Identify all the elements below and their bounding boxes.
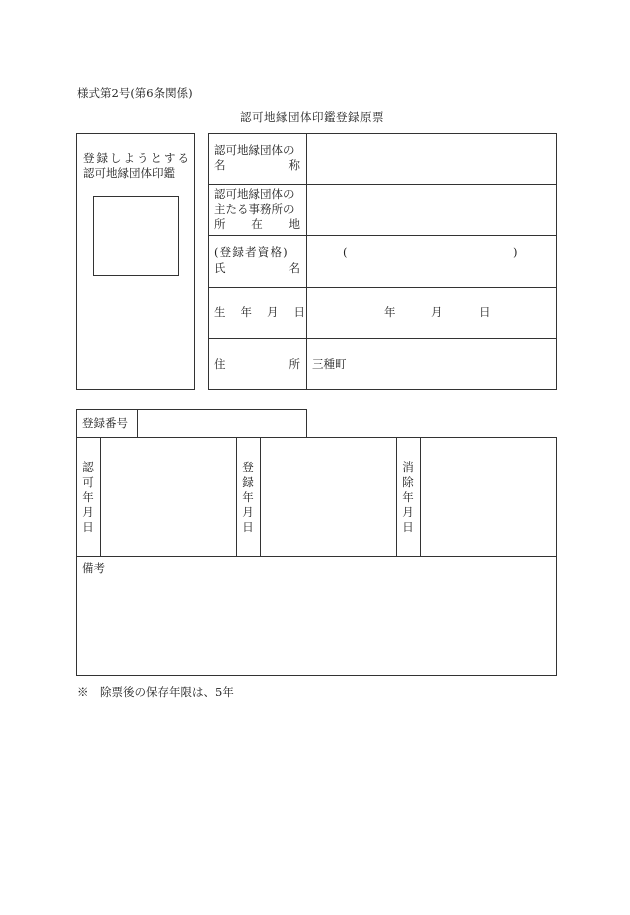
office-label-char-2: 在 [251, 217, 263, 231]
form-number: 様式第2号(第6条関係) [77, 86, 193, 100]
seal-label-line2: 認可地縁団体印鑑 [83, 166, 175, 180]
info-row-divider [208, 338, 557, 339]
office-label-char-3: 地 [288, 217, 300, 231]
qualification-field[interactable] [352, 245, 510, 260]
office-label-line1: 認可地縁団体の [214, 187, 295, 201]
registration-date-label: 登録年月日 [242, 460, 254, 534]
registration-number-value[interactable] [143, 416, 301, 431]
birth-year-unit: 年 [384, 305, 396, 319]
remarks-label: 備考 [82, 561, 105, 575]
office-label-line2: 主たる事務所の [214, 202, 295, 216]
seal-label-line1: 登録しようとする [83, 151, 191, 165]
approval-date-value[interactable] [102, 440, 234, 554]
group-name-value[interactable] [312, 151, 552, 166]
birth-day-unit: 日 [479, 305, 491, 319]
group-name-label-char-1: 名 [214, 158, 226, 172]
office-label-char-1: 所 [214, 217, 226, 231]
dates-column-divider [100, 437, 101, 556]
qualification-open-paren: ( [343, 245, 348, 259]
registrant-name-label-char-1: 氏 [214, 261, 226, 275]
address-label-char-1: 住 [214, 357, 226, 371]
registration-date-value[interactable] [262, 440, 394, 554]
office-address-value[interactable] [312, 202, 552, 217]
retention-footnote: ※ 除票後の保存年限は、5年 [77, 685, 234, 699]
deletion-date-label: 消除年月日 [402, 460, 414, 534]
dates-column-divider [420, 437, 421, 556]
address-value[interactable]: 三種町 [312, 357, 347, 371]
dates-column-divider [236, 437, 237, 556]
info-row-divider [208, 287, 557, 288]
qualification-close-paren: ) [513, 245, 518, 259]
address-label-char-2: 所 [288, 357, 300, 371]
remarks-area[interactable] [80, 578, 552, 672]
registrant-qualification-label: (登録者資格) [214, 245, 289, 259]
registrant-name-label [214, 261, 300, 276]
registrant-name-label-char-2: 名 [288, 261, 300, 275]
dates-column-divider [260, 437, 261, 556]
office-label-line3 [214, 217, 300, 232]
registration-number-divider [137, 409, 138, 438]
info-row-divider [208, 235, 557, 236]
page-title: 認可地縁団体印鑑登録原票 [240, 110, 384, 124]
info-row-divider [208, 184, 557, 185]
seal-stamp-area[interactable] [93, 196, 179, 276]
dates-remarks-divider [76, 556, 557, 557]
birth-month-unit: 月 [431, 305, 443, 319]
registration-number-label: 登録番号 [82, 416, 128, 430]
group-name-label-char-2: 称 [288, 158, 300, 172]
dates-column-divider [396, 437, 397, 556]
birthdate-label: 生年月日 [214, 305, 320, 319]
deletion-date-value[interactable] [422, 440, 554, 554]
group-name-label-line2 [214, 158, 300, 173]
approval-date-label: 認可年月日 [82, 460, 94, 534]
address-label [214, 357, 300, 372]
info-table-column-divider [306, 133, 307, 390]
group-name-label-line1: 認可地縁団体の [214, 143, 295, 157]
